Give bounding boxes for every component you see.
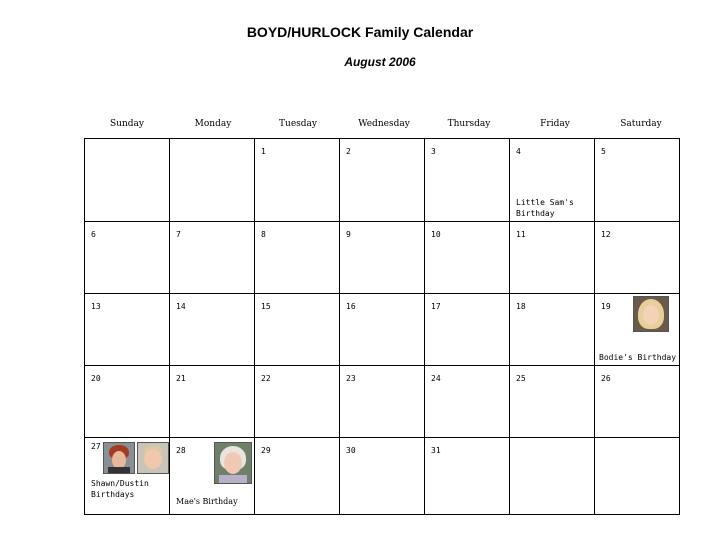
day-cell (510, 438, 595, 515)
day-number: 31 (431, 446, 441, 455)
day-number: 22 (261, 374, 271, 383)
day-number: 9 (346, 230, 351, 239)
day-number: 8 (261, 230, 266, 239)
day-cell (510, 294, 595, 366)
day-number: 19 (601, 302, 611, 311)
day-cell (425, 294, 510, 366)
event-little-sam-birthday: Little Sam's Birthday (516, 198, 574, 218)
day-number: 29 (261, 446, 271, 455)
day-number: 24 (431, 374, 441, 383)
weekday-saturday: Saturday (620, 119, 662, 129)
day-number: 26 (601, 374, 611, 383)
day-number: 16 (346, 302, 356, 311)
day-cell (595, 438, 680, 515)
day-number: 21 (176, 374, 186, 383)
day-cell (340, 438, 425, 515)
day-number: 28 (176, 446, 186, 455)
mae-photo (214, 442, 252, 484)
day-cell (255, 139, 340, 222)
day-cell (85, 438, 170, 515)
day-number: 11 (516, 230, 526, 239)
weekday-wednesday: Wednesday (358, 119, 410, 129)
day-cell (255, 294, 340, 366)
event-bodie-birthday: Bodie's Birthday (599, 353, 677, 362)
week-row (85, 438, 680, 515)
day-number: 1 (261, 147, 266, 156)
event-shawn-dustin-birthdays: Shawn/Dustin Birthdays (91, 479, 149, 499)
day-cell (425, 438, 510, 515)
week-row (85, 366, 680, 438)
day-number: 3 (431, 147, 436, 156)
day-cell (170, 139, 255, 222)
day-cell (425, 222, 510, 294)
shawn-photo (103, 442, 135, 474)
day-cell (255, 438, 340, 515)
day-number: 10 (431, 230, 441, 239)
calendar-grid (84, 138, 680, 515)
day-cell (595, 139, 680, 222)
day-number: 7 (176, 230, 181, 239)
weekday-monday: Monday (194, 119, 232, 129)
day-number: 20 (91, 374, 101, 383)
month-label: August 2006 (344, 55, 416, 69)
day-number: 25 (516, 374, 526, 383)
calendar-title: BOYD/HURLOCK Family Calendar (246, 24, 474, 40)
dustin-photo (137, 442, 169, 474)
day-cell (340, 294, 425, 366)
day-cell (425, 139, 510, 222)
day-number: 6 (91, 230, 96, 239)
weekday-sunday: Sunday (110, 119, 144, 129)
week-row (85, 139, 680, 222)
day-cell (595, 366, 680, 438)
bodie-photo (633, 296, 669, 332)
day-number: 5 (601, 147, 606, 156)
day-cell (425, 366, 510, 438)
day-cell (85, 294, 170, 366)
day-cell (170, 438, 255, 515)
day-number: 30 (346, 446, 356, 455)
day-cell (170, 222, 255, 294)
day-cell (170, 366, 255, 438)
day-number: 15 (261, 302, 271, 311)
day-cell (85, 366, 170, 438)
weekday-tuesday: Tuesday (279, 119, 317, 129)
day-cell (595, 222, 680, 294)
weekday-friday: Friday (540, 119, 570, 129)
day-cell (510, 139, 595, 222)
day-number: 27 (91, 442, 101, 451)
day-number: 4 (516, 147, 521, 156)
day-number: 12 (601, 230, 611, 239)
week-row (85, 294, 680, 366)
day-cell (340, 222, 425, 294)
day-cell (85, 139, 170, 222)
day-cell (340, 366, 425, 438)
day-number: 14 (176, 302, 186, 311)
day-number: 18 (516, 302, 526, 311)
day-cell (170, 294, 255, 366)
day-cell (595, 294, 680, 366)
day-cell (255, 222, 340, 294)
day-cell (255, 366, 340, 438)
weekday-thursday: Thursday (447, 119, 491, 129)
event-mae-birthday: Mae's Birthday (176, 497, 238, 506)
day-number: 13 (91, 302, 101, 311)
day-number: 17 (431, 302, 441, 311)
week-row (85, 222, 680, 294)
day-number: 23 (346, 374, 356, 383)
day-cell (340, 139, 425, 222)
day-cell (510, 222, 595, 294)
day-number: 2 (346, 147, 351, 156)
day-cell (85, 222, 170, 294)
day-cell (510, 366, 595, 438)
